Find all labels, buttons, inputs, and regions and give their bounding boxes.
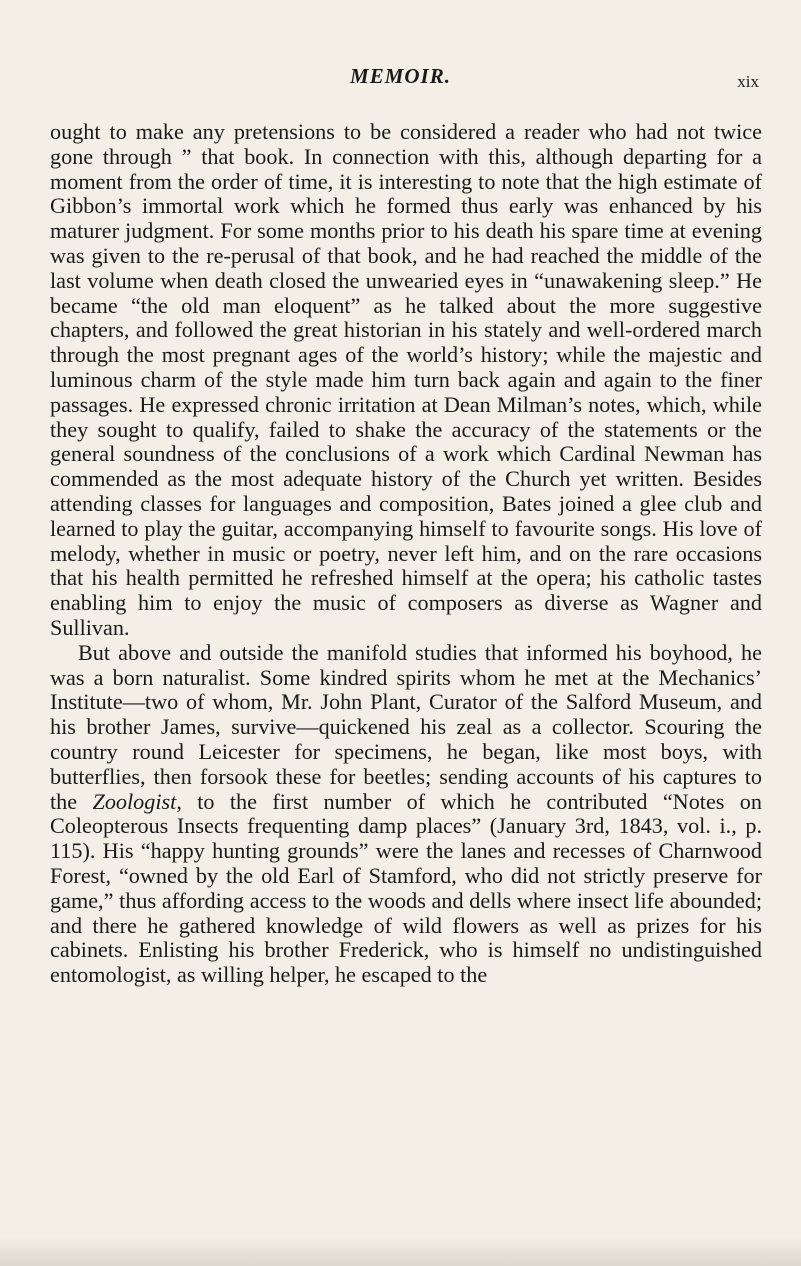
journal-title: Zoologist [92,788,177,814]
paragraph-1: ought to make any pretensions to be considered a reader who had not twice gone through ” that book. In connection with this, although departing for a moment from the order of time, it is interesting to note that the high estimate of Gibbon’s immortal work which he formed thus early was enhanced by his maturer judgment. For some months prior to his death his spare time at evening was given to the re-perusal of that book, and he had reached the middle of the last volume when death closed the unwearied eyes in “unawakening sleep.” He became “the old man eloquent” as he talked about the more suggestive chapters, and followed the great historian in his stately and well-ordered march through the most pregnant ages of the world’s history; while the majestic and luminous charm of the style made him turn back again and again to the finer passages. He expressed chronic irritation at Dean Milman’s notes, which, while they sought to qualify, failed to shake the accuracy of the statements or the general soundness of the conclusions of a work which Cardinal Newman has commended as the most adequate history of the Church yet written. Besides attending classes for languages and composition, Bates joined a glee club and learned to play the guitar, accompanying himself to favourite songs. His love of melody, whether in music or poetry, never left him, and on the rare occasions that his health permitted he refreshed himself at the opera; his catholic tastes enabling him to enjoy the music of composers as diverse as Wagner and Sullivan. [50,119,762,640]
page-bottom-edge [0,1236,801,1266]
paragraph-2-text-b: , to the first number of which he contributed “Notes on Coleopterous Insects frequenting damp places” (January 3rd, 1843, vol. i., p. 115). His “happy hunting grounds” were the lanes and recesses of Charnwood Forest, “owned by the old Earl of Stamford, who did not strictly preserve for game,” thus affording access to the woods and dells where insect life abounded; and there he gathered knowledge of wild flowers as well as prizes for his cabinets. Enlisting his brother Frederick, who is himself no undistinguished entomologist, as willing helper, he escaped to the [50,788,762,988]
paragraph-2 [50,641,762,988]
body-text [50,120,762,988]
running-title: MEMOIR. [350,64,451,88]
paragraph-2-text-a: But above and outside the manifold studies that informed his boyhood, he was a born naturalist. Some kindred spirits whom he met at the Mechanics’ Institute—two of whom, Mr. John Plant, Curator of the Salford Museum, and his brother James, survive—quickened his zeal as a collector. Scouring the country round Leicester for specimens, he began, like most boys, with butterflies, then forsook these for beetles; sending accounts of his captures to the [50,639,762,814]
running-head [0,62,801,92]
page-number: xix [737,72,759,91]
